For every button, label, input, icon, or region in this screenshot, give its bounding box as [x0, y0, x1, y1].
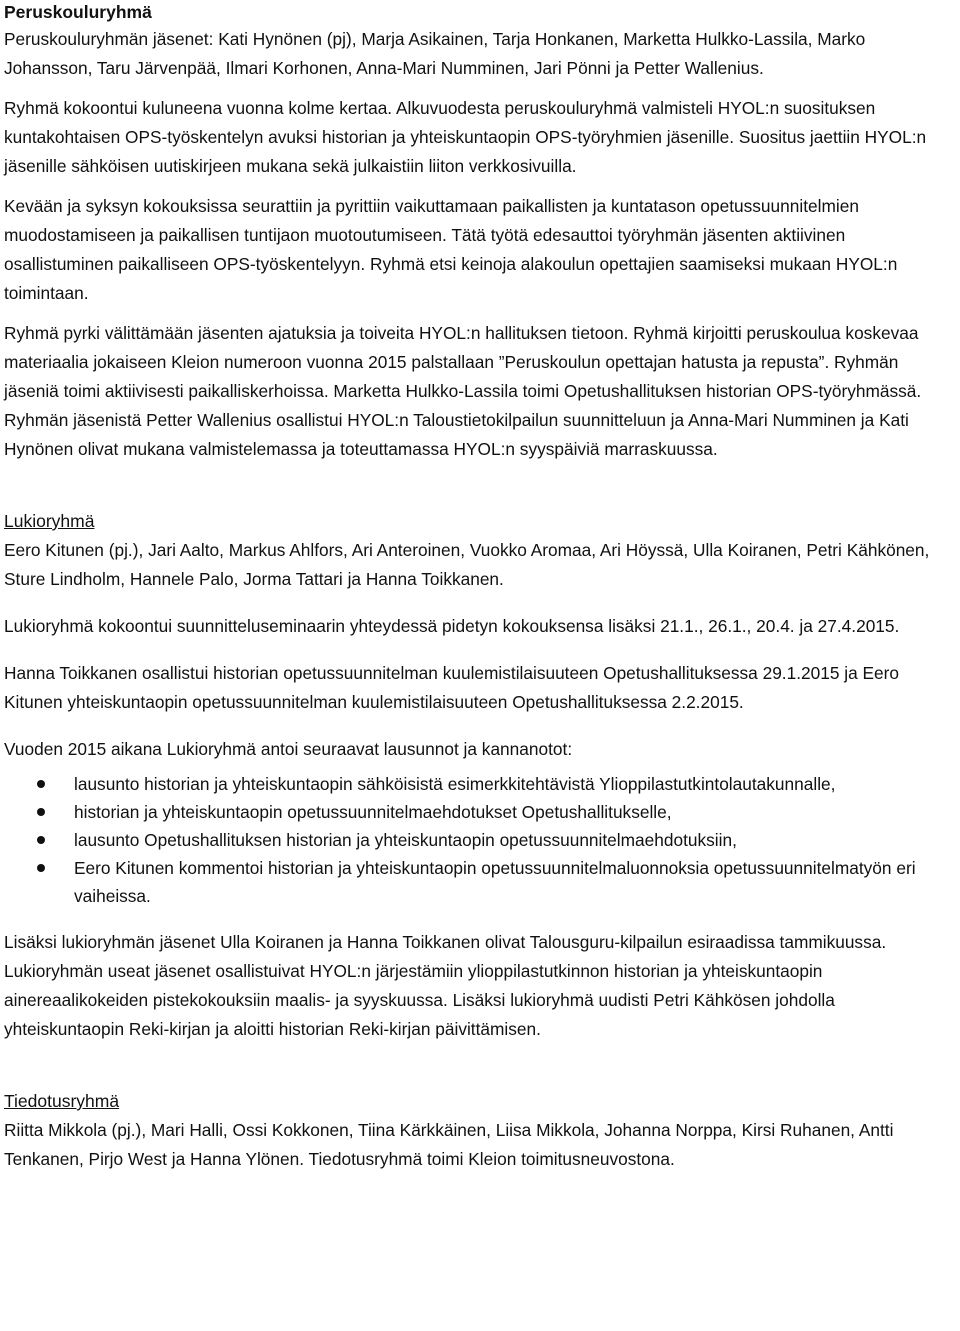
document-page	[4, 0, 954, 1174]
lukio-members: Eero Kitunen (pj.), Jari Aalto, Markus Ahlfors, Ari Anteroinen, Vuokko Aromaa, Ari Höyssä, Ulla Koiranen, Petri Kähkönen, Sture Lindholm, Hannele Palo, Jorma Tattari ja Hanna Toikkanen.	[4, 540, 930, 589]
bullet-icon	[37, 864, 45, 872]
lukio-statements-list	[4, 770, 954, 910]
list-item: Eero Kitunen kommentoi historian ja yhteiskuntaopin opetussuunnitelmaluonnoksia opetussuunnitelmatyön eri vaiheissa.	[4, 854, 954, 910]
peruskoulu-paragraph-2: Kevään ja syksyn kokouksissa seurattiin ja pyrittiin vaikuttamaan paikallisten ja kuntatason opetussuunnitelmien muodostamiseen ja paikallisen tuntijaon muotoutumiseen. Tätä työtä edesauttoi työryhmän jäsenten aktiivinen osallistuminen paikalliseen OPS-työskentelyyn. Ryhmä etsi keinoja alakoulun opettajien saamiseksi mukaan HYOL:n toimintaan.	[4, 196, 898, 303]
list-item: lausunto Opetushallituksen historian ja yhteiskuntaopin opetussuunnitelmaehdotuksiin,	[4, 826, 954, 854]
lukio-statements-intro: Vuoden 2015 aikana Lukioryhmä antoi seuraavat lausunnot ja kannanotot:	[4, 739, 573, 759]
list-item: historian ja yhteiskuntaopin opetussuunnitelmaehdotukset Opetushallitukselle,	[4, 798, 954, 826]
lukio-paragraph-2: Hanna Toikkanen osallistui historian opetussuunnitelman kuulemistilaisuuteen Opetushallituksessa 29.1.2015 ja Eero Kitunen yhteiskuntaopin opetussuunnitelman kuulemistilaisuuteen Opetushallituksessa 2.2.2015.	[4, 663, 900, 712]
bullet-icon	[37, 780, 45, 788]
tiedotus-members: Riitta Mikkola (pj.), Mari Halli, Ossi Kokkonen, Tiina Kärkkäinen, Liisa Mikkola, Johanna Norppa, Kirsi Ruhanen, Antti Tenkanen, Pirjo West ja Hanna Ylönen. Tiedotusryhmä toimi Kleion toimitusneuvostona.	[4, 1120, 894, 1169]
lukio-paragraph-1: Lukioryhmä kokoontui suunnitteluseminaarin yhteydessä pidetyn kokouksensa lisäksi 21.1., 26.1., 20.4. ja 27.4.2015.	[4, 616, 900, 636]
list-item: lausunto historian ja yhteiskuntaopin sähköisistä esimerkkitehtävistä Ylioppilastutkintolautakunnalle,	[4, 770, 954, 798]
peruskoulu-members: Peruskouluryhmän jäsenet: Kati Hynönen (pj), Marja Asikainen, Tarja Honkanen, Marketta Hulkko-Lassila, Marko Johansson, Taru Järvenpää, Ilmari Korhonen, Anna-Mari Numminen, Jari Pönni ja Petter Wallenius.	[4, 29, 866, 78]
bullet-icon	[37, 836, 45, 844]
tiedotus-heading: Tiedotusryhmä	[4, 1091, 120, 1111]
peruskoulu-paragraph-3: Ryhmä pyrki välittämään jäsenten ajatuksia ja toiveita HYOL:n hallituksen tietoon. Ryhmä kirjoitti peruskoulua koskevaa materiaalia jokaiseen Kleion numeroon vuonna 2015 palstallaan ”Peruskoulun opettajan hatusta ja repusta”. Ryhmän jäseniä toimi aktiivisesti paikalliskerhoissa. Marketta Hulkko-Lassila toimi Opetushallituksen historian OPS-työryhmässä. Ryhmän jäsenistä Petter Wallenius osallistui HYOL:n Taloustietokilpailun suunnitteluun ja Anna-Mari Numminen ja Kati Hynönen olivat mukana valmistelemassa ja toteuttamassa HYOL:n syyspäiviä marraskuussa.	[4, 323, 922, 459]
peruskoulu-paragraph-1: Ryhmä kokoontui kuluneena vuonna kolme kertaa. Alkuvuodesta peruskouluryhmä valmisteli HYOL:n suosituksen kuntakohtaisen OPS-työskentelyn avuksi historian ja yhteiskuntaopin OPS-työryhmien jäsenille. Suositus jaettiin HYOL:n jäsenille sähköisen uutiskirjeen mukana sekä julkaistiin liiton verkkosivuilla.	[4, 98, 927, 176]
lukio-paragraph-3: Lisäksi lukioryhmän jäsenet Ulla Koiranen ja Hanna Toikkanen olivat Talousguru-kilpailun esiraadissa tammikuussa. Lukioryhmän useat jäsenet osallistuivat HYOL:n järjestämiin ylioppilastutkinnon historian ja yhteiskuntaopin ainereaalikokeiden pistekokouksiin maalis- ja syyskuussa. Lisäksi lukioryhmä uudisti Petri Kähkösen johdolla yhteiskuntaopin Reki-kirjan ja aloitti historian Reki-kirjan päivittämisen.	[4, 932, 887, 1039]
lukio-heading: Lukioryhmä	[4, 511, 95, 531]
bullet-icon	[37, 808, 45, 816]
peruskoulu-heading: Peruskouluryhmä	[4, 2, 152, 22]
